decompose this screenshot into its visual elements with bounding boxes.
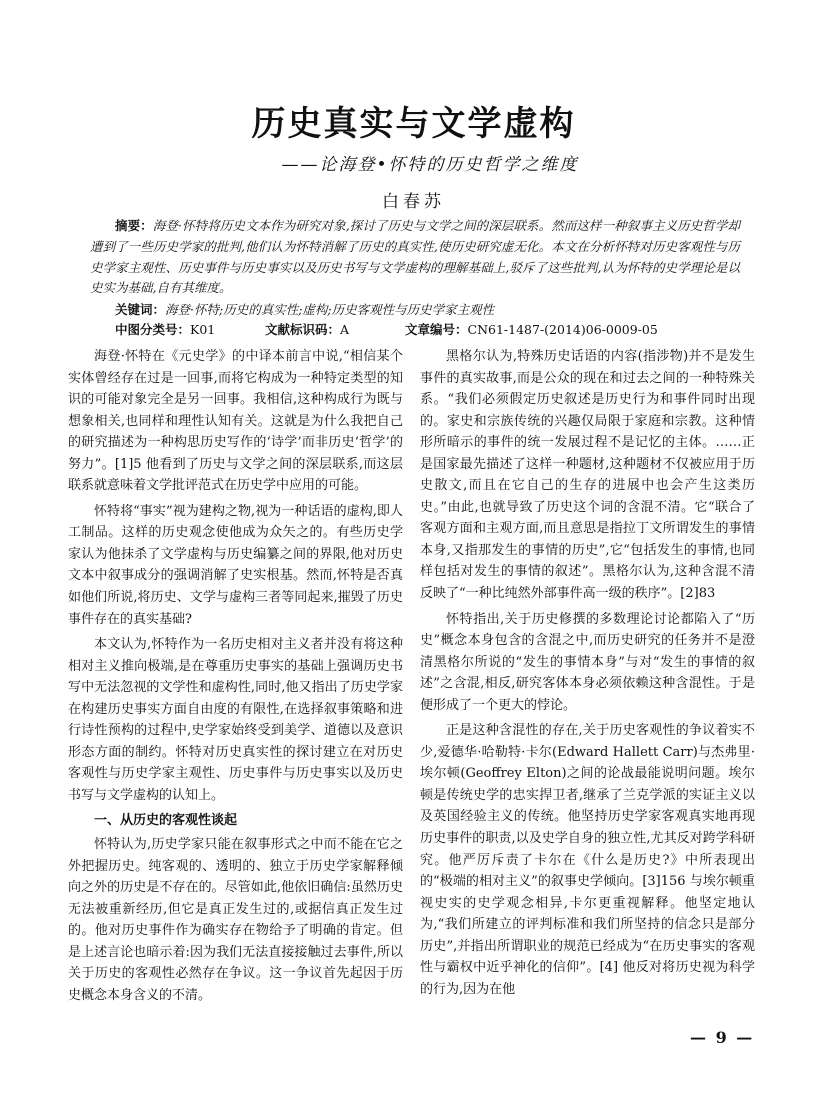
section-heading: 一、从历史的客观性谈起 — [94, 813, 238, 829]
body-paragraph: 黑格尔认为,特殊历史话语的内容(指涉物)并不是发生事件的真实故事,而是公众的现在和过去之间的一种特殊关系。“我们必须假定历史叙述是历史行为和事件同时出现的。家史和宗族传统的兴趣仅局限于家庭和宗教。这种情形所暗示的事件的统一发展过程不是记忆的主体。……正是国家最先描述了这样一种题材,这种题材不仅被应用于历史散文,而且在它自己的生存的进展中也会产生这类历史。”由此,也就导致了历史这个词的含混不清。它“联合了客观方面和主观方面,而且意思是指拉丁文所谓发生的事情本身,又指那发生的事情的历史”,它“包括发生的事情,也同样包括对发生的事情的叙述”。黑格尔认为,这种含混不清反映了“一种比纯然外部事件高一级的秩序”。[2]83 — [420, 349, 755, 602]
body-paragraph: 怀特认为,历史学家只能在叙事形式之中而不能在它之外把握历史。纯客观的、透明的、独立于历史学家解释倾向之外的历史是不存在的。尽管如此,他依旧确信:虽然历史无法被重新经历,但它是真正发生过的,或据信真正发生过的。他对历史事件作为确实存在物给予了明确的肯定。但是上述言论也暗示着:因为我们无法直接接触过去事件,所以关于历史的客观性必然存在争议。这一争议首先起因于历史概念本身含义的不清。 — [68, 837, 403, 1003]
classification-line — [115, 320, 765, 340]
keywords-label: 关键词： — [115, 302, 166, 317]
right-column — [420, 346, 755, 1004]
left-column — [68, 346, 403, 1010]
keywords-block — [115, 300, 740, 320]
body-paragraph: 海登·怀特在《元史学》的中译本前言中说,“相信某个实体曾经存在过是一回事,而将它构成为一种特定类型的知识的可能对象完全是另一回事。我相信,这种构成行为既与想象相关,也同样和理性认知有关。这就是为什么我把自己的研究描述为一种构思历史写作的‘诗学’而非历史‘哲学’的努力”。[1]5 他看到了历史与文学之间的深层联系,而这层联系就意味着文学批评范式在历史学中应用的可能。 — [68, 349, 403, 494]
article-subtitle: ——论海登•怀特的历史哲学之维度 — [281, 155, 579, 175]
body-paragraph: 正是这种含混性的存在,关于历史客观性的争议着实不少,爱德华·哈勒特·卡尔(Edward Hallett Carr)与杰弗里·埃尔顿(Geoffrey Elton)之间的论战最能说明问题。埃尔顿是传统史学的忠实捍卫者,继承了兰克学派的实证主义以及英国经验主义的传统。他坚持历史学家客观真实地再现历史事件的职责,以及史学自身的独立性,尤其反对跨学科研究。他严厉斥责了卡尔在《什么是历史?》中所表现出的“极端的相对主义”的叙事史学倾向。[3]156 与埃尔顿重视史实的史学观念相异,卡尔更重视解释。他坚定地认为,“我们所建立的评判标准和我们所坚持的信念只是部分历史”,并指出所谓职业的规范已经成为“在历史事实的客观性与霸权中近乎神化的信仰”。[4] 他反对将历史视为科学的行为,因为在他 — [420, 723, 755, 997]
body-paragraph: 怀特将“事实”视为建构之物,视为一种话语的虚构,即人工制品。这样的历史观念使他成为众矢之的。有些历史学家认为他抹杀了文学虚构与历史编纂之间的界限,他对历史文本中叙事成分的强调消解了史实根基。然而,怀特是否真如他们所说,将历史、文学与虚构三者等同起来,摧毁了历史事件存在的真实基础? — [68, 503, 403, 627]
body-paragraph: 怀特指出,关于历史修撰的多数理论讨论都陷入了“历史”概念本身包含的含混之中,而历史研究的任务并不是澄清黑格尔所说的“发生的事情本身”与对“发生的事情的叙述”之含混,相反,研究客体本身必须依赖这种含混性。于是便形成了一个更大的悖论。 — [420, 611, 755, 713]
document-code: 文献标识码：A — [265, 322, 350, 337]
article-number: 文章编号：CN61-1487-(2014)06-0009-05 — [405, 322, 658, 337]
page-number: — 9 — — [690, 1028, 755, 1047]
abstract-block — [90, 216, 740, 299]
clc-code: 中图分类号：K01 — [115, 322, 216, 337]
article-title: 历史真实与文学虚构 — [251, 104, 576, 144]
author-name: 白春苏 — [382, 192, 445, 212]
abstract-label: 摘要： — [115, 218, 153, 233]
body-paragraph: 本文认为,怀特作为一名历史相对主义者并没有将这种相对主义推向极端,是在尊重历史事实的基础上强调历史书写中无法忽视的文学性和虚构性,同时,他又指出了历史学家在构建历史事实方面自由度的有限性,在选择叙事策略和进行诗性预构的过程中,史学家始终受到美学、道德以及意识形态方面的制约。怀特对历史真实性的探讨建立在对历史客观性与历史学家主观性、历史事件与历史事实以及历史书写与文学虚构的认知上。 — [68, 637, 403, 803]
abstract-text: 海登·怀特将历史文本作为研究对象,探讨了历史与文学之间的深层联系。然而这样一种叙事主义历史哲学却遭到了一些历史学家的批判,他们认为怀特消解了历史的真实性,使历史研究虚无化。本文在分析怀特对历史客观性与历史学家主观性、历史事件与历史事实以及历史书写与文学虚构的理解基础上,驳斥了这些批判,认为怀特的史学理论是以史实为基础,自有其维度。 — [90, 218, 740, 296]
keywords-text: 海登·怀特;历史的真实性;虚构;历史客观性与历史学家主观性 — [165, 302, 495, 317]
